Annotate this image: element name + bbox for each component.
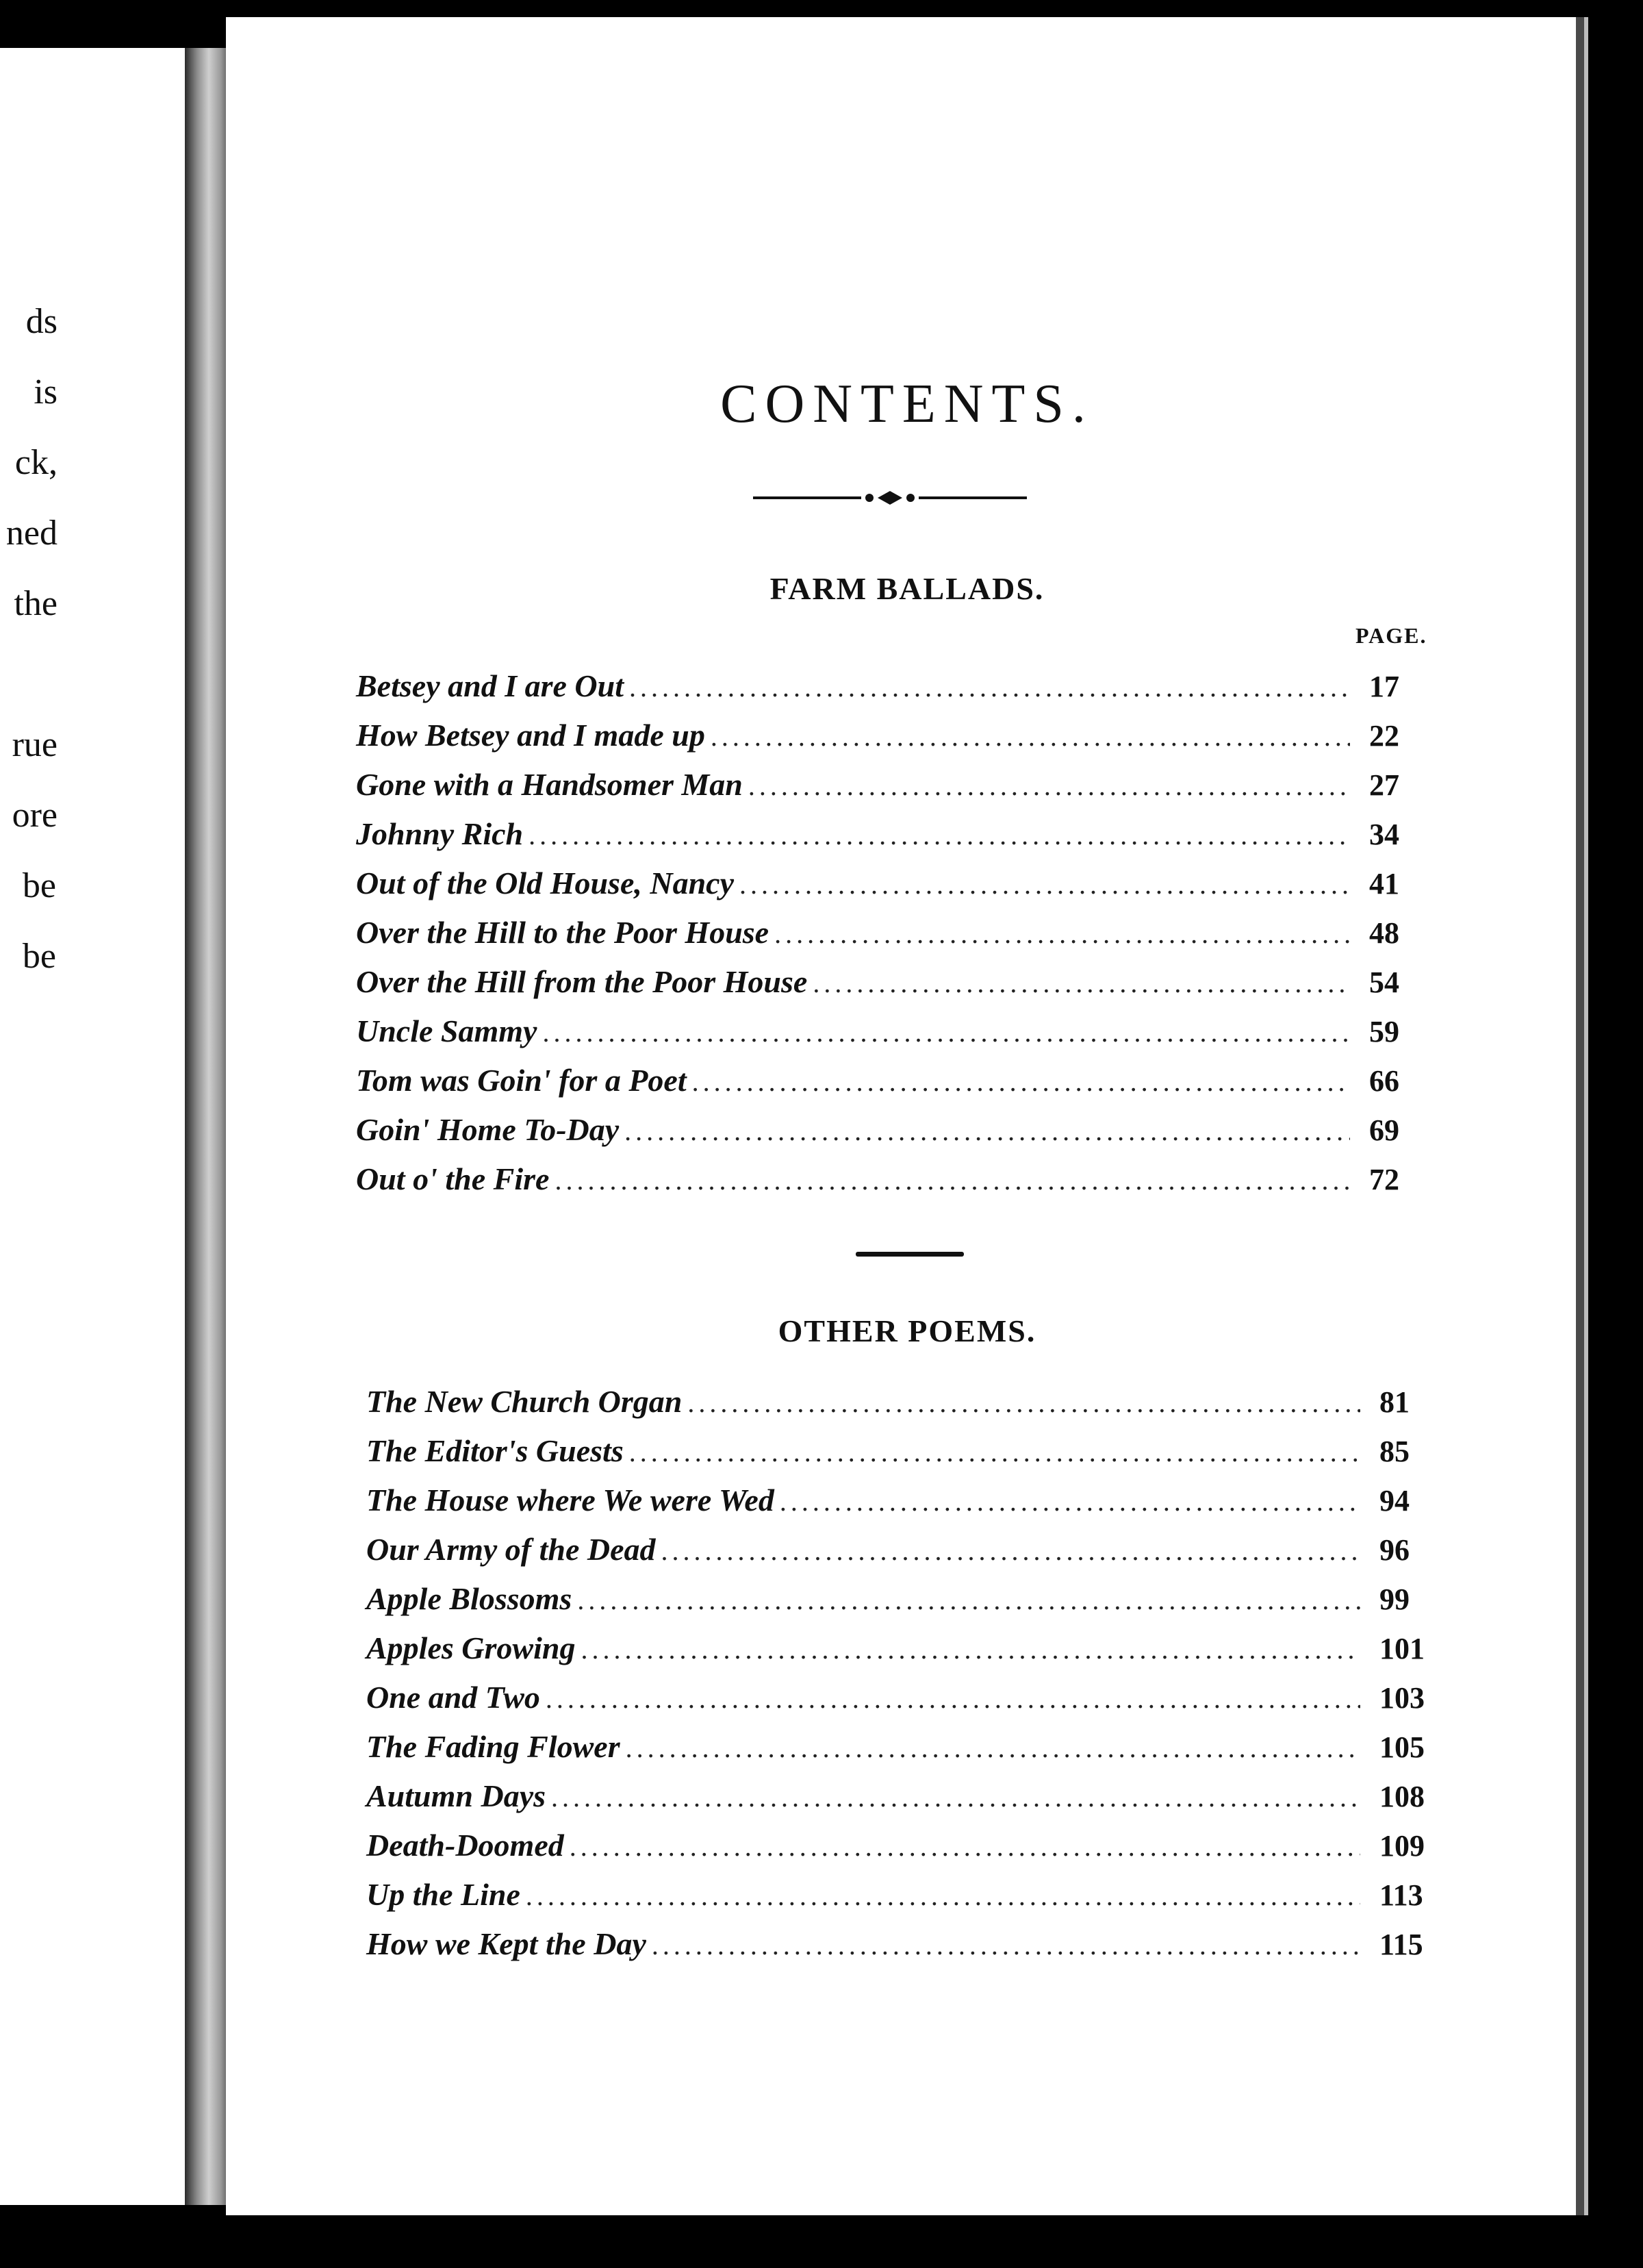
entry-title: Autumn Days <box>366 1778 546 1813</box>
entry-title: The Fading Flower <box>366 1729 620 1764</box>
entry-page-number: 85 <box>1379 1435 1410 1468</box>
dot-leader <box>711 720 1350 753</box>
dot-leader <box>687 1387 1360 1419</box>
dot-leader <box>570 1830 1360 1863</box>
dot-leader <box>774 918 1350 950</box>
entry-page-number: 99 <box>1379 1583 1410 1616</box>
dot-leader <box>629 671 1350 703</box>
entry-title: Death-Doomed <box>366 1828 564 1863</box>
toc-entry[interactable] <box>356 963 1451 1013</box>
left-page-fragment: ore <box>12 796 58 835</box>
section-heading-other-poems: OTHER POEMS. <box>778 1313 1036 1348</box>
toc-entry[interactable] <box>366 1630 1462 1679</box>
dot-leader <box>551 1781 1360 1813</box>
entry-page-number: 96 <box>1379 1533 1410 1567</box>
dot-leader <box>555 1164 1350 1196</box>
toc-entry[interactable] <box>356 816 1451 865</box>
left-facing-page <box>0 48 185 2205</box>
left-page-fragment: be <box>22 866 56 905</box>
entry-title: Over the Hill from the Poor House <box>356 964 808 999</box>
toc-entry[interactable] <box>366 1679 1462 1728</box>
entry-title: Gone with a Handsomer Man <box>356 767 743 802</box>
entry-title: Tom was Goin' for a Poet <box>356 1063 687 1098</box>
entry-title: Out of the Old House, Nancy <box>356 866 734 900</box>
toc-entry[interactable] <box>366 1778 1462 1827</box>
toc-entry[interactable] <box>366 1482 1462 1531</box>
dot-leader <box>626 1732 1360 1764</box>
entry-page-number: 108 <box>1379 1780 1425 1813</box>
entry-page-number: 66 <box>1369 1064 1399 1098</box>
entry-title: The New Church Organ <box>366 1384 683 1419</box>
entry-title: Out o' the Fire <box>356 1161 550 1196</box>
dot-leader <box>661 1535 1360 1567</box>
dot-leader <box>780 1485 1360 1517</box>
entry-page-number: 41 <box>1369 867 1399 900</box>
toc-entry[interactable] <box>356 717 1451 766</box>
entry-title: The Editor's Guests <box>366 1433 624 1468</box>
ornament-divider <box>753 484 1027 512</box>
entry-title: Apple Blossoms <box>366 1581 572 1616</box>
toc-entry[interactable] <box>366 1531 1462 1580</box>
entry-title: Apples Growing <box>366 1630 576 1665</box>
toc-list-other-poems <box>366 1383 1462 1975</box>
dot-leader <box>624 1115 1350 1147</box>
entry-page-number: 113 <box>1379 1878 1423 1912</box>
entry-title: One and Two <box>366 1680 540 1715</box>
toc-entry[interactable] <box>356 1111 1451 1161</box>
entry-title: Our Army of the Dead <box>366 1532 656 1567</box>
entry-title: Over the Hill to the Poor House <box>356 915 769 950</box>
toc-entry[interactable] <box>356 1062 1451 1111</box>
entry-page-number: 17 <box>1369 670 1399 703</box>
entry-title: How we Kept the Day <box>366 1926 646 1961</box>
entry-title: Johnny Rich <box>356 816 524 851</box>
toc-entry[interactable] <box>356 1013 1451 1062</box>
left-page-fragment: is <box>34 373 58 412</box>
toc-entry[interactable] <box>356 766 1451 816</box>
entry-page-number: 81 <box>1379 1385 1410 1419</box>
dot-leader <box>692 1066 1350 1098</box>
section-divider <box>856 1252 964 1257</box>
page-title: CONTENTS. <box>720 374 1094 434</box>
entry-page-number: 48 <box>1369 916 1399 950</box>
dot-leader <box>546 1683 1360 1715</box>
toc-entry[interactable] <box>356 914 1451 963</box>
entry-page-number: 59 <box>1369 1015 1399 1048</box>
dot-leader <box>748 770 1350 802</box>
entry-title: Betsey and I are Out <box>356 668 624 703</box>
left-page-fragment: ck, <box>14 443 58 482</box>
dot-leader <box>526 1880 1360 1912</box>
page-column-label: PAGE. <box>1355 623 1427 648</box>
entry-page-number: 27 <box>1369 768 1399 802</box>
toc-entry[interactable] <box>356 668 1451 717</box>
entry-title: Goin' Home To-Day <box>356 1112 620 1147</box>
dot-leader <box>629 1436 1360 1468</box>
dot-leader <box>739 868 1350 900</box>
section-heading-farm-ballads: FARM BALLADS. <box>769 571 1045 606</box>
entry-title: How Betsey and I made up <box>356 718 705 753</box>
toc-entry[interactable] <box>366 1433 1462 1482</box>
entry-page-number: 115 <box>1379 1928 1423 1961</box>
dot-leader <box>528 819 1350 851</box>
toc-entry[interactable] <box>366 1580 1462 1630</box>
dot-leader <box>542 1016 1350 1048</box>
entry-title: Up the Line <box>366 1877 520 1912</box>
left-page-fragment: ned <box>5 514 58 553</box>
toc-entry[interactable] <box>356 865 1451 914</box>
dot-leader <box>581 1633 1360 1665</box>
contents-page <box>226 17 1588 2215</box>
dot-leader <box>577 1584 1360 1616</box>
entry-page-number: 54 <box>1369 966 1399 999</box>
toc-entry[interactable] <box>366 1926 1462 1975</box>
entry-page-number: 22 <box>1369 719 1399 753</box>
toc-entry[interactable] <box>366 1728 1462 1778</box>
entry-page-number: 94 <box>1379 1484 1410 1517</box>
left-page-fragment: be <box>22 937 56 976</box>
toc-entry[interactable] <box>356 1161 1451 1210</box>
entry-title: The House where We were Wed <box>366 1483 774 1517</box>
entry-page-number: 105 <box>1379 1730 1425 1764</box>
toc-entry[interactable] <box>366 1876 1462 1926</box>
left-page-fragment: ds <box>25 302 58 341</box>
entry-page-number: 34 <box>1369 818 1399 851</box>
toc-list-farm-ballads <box>356 668 1451 1210</box>
entry-page-number: 101 <box>1379 1632 1425 1665</box>
toc-entry[interactable] <box>366 1827 1462 1876</box>
toc-entry[interactable] <box>366 1383 1462 1433</box>
left-page-fragment: rue <box>12 725 58 764</box>
dot-leader <box>813 967 1350 999</box>
entry-page-number: 109 <box>1379 1829 1425 1863</box>
entry-page-number: 72 <box>1369 1163 1399 1196</box>
dot-leader <box>652 1929 1360 1961</box>
entry-page-number: 69 <box>1369 1113 1399 1147</box>
left-page-fragment: the <box>14 584 58 623</box>
entry-title: Uncle Sammy <box>356 1013 537 1048</box>
entry-page-number: 103 <box>1379 1681 1425 1715</box>
